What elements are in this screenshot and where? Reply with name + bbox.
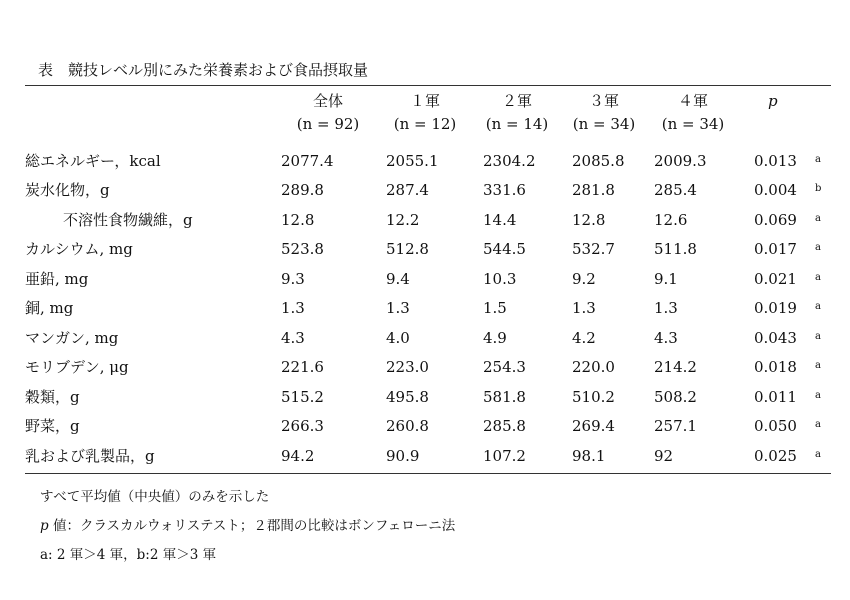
cell-group-2: 331.6 <box>483 181 526 199</box>
header-col-1-name: １軍 <box>409 92 440 110</box>
cell-group-2: 14.4 <box>483 211 517 229</box>
note-averages: すべて平均値（中央値）のみを示した <box>40 489 270 505</box>
cell-group-3: 510.2 <box>572 388 615 406</box>
table-top-rule <box>25 85 831 86</box>
cell-group-2: 581.8 <box>483 388 526 406</box>
header-col-4-n: (n = 34) <box>661 115 725 133</box>
table-bottom-rule <box>25 473 831 474</box>
cell-all: 266.3 <box>281 417 324 435</box>
cell-group-4: 4.3 <box>654 329 678 347</box>
note-statistics <box>40 514 455 534</box>
cell-all: 289.8 <box>281 181 324 199</box>
cell-superscript: a <box>815 419 821 430</box>
cell-group-1: 260.8 <box>386 417 429 435</box>
cell-group-3: 98.1 <box>572 447 606 465</box>
cell-p-value: 0.069 <box>754 211 797 229</box>
table-row <box>0 235 850 264</box>
cell-group-3: 532.7 <box>572 240 615 258</box>
cell-superscript: a <box>815 272 821 283</box>
cell-group-4: 214.2 <box>654 358 697 376</box>
cell-superscript: a <box>815 449 821 460</box>
cell-group-1: 287.4 <box>386 181 429 199</box>
row-label: 乳および乳製品，g <box>25 447 155 465</box>
row-label: 不溶性食物繊維，g <box>63 211 193 229</box>
cell-p-value: 0.025 <box>754 447 797 465</box>
note-p-symbol: p <box>40 518 49 534</box>
cell-group-1: 495.8 <box>386 388 429 406</box>
cell-group-2: 10.3 <box>483 270 517 288</box>
cell-all: 94.2 <box>281 447 315 465</box>
cell-superscript: b <box>815 183 822 194</box>
row-label: 野菜，g <box>25 417 80 435</box>
header-col-4 <box>660 90 726 136</box>
note-superscript-legend: a: 2 軍＞4 軍，b:2 軍＞3 軍 <box>40 547 217 563</box>
cell-group-4: 2009.3 <box>654 152 707 170</box>
cell-all: 515.2 <box>281 388 324 406</box>
table-row <box>0 353 850 382</box>
cell-p-value: 0.011 <box>754 388 797 406</box>
cell-p-value: 0.019 <box>754 299 797 317</box>
cell-all: 4.3 <box>281 329 305 347</box>
table-row <box>0 176 850 205</box>
header-col-4-name: ４軍 <box>677 92 708 110</box>
row-label: 銅, mg <box>25 299 74 317</box>
cell-all: 221.6 <box>281 358 324 376</box>
cell-group-4: 12.6 <box>654 211 688 229</box>
cell-group-2: 2304.2 <box>483 152 536 170</box>
table-row <box>0 324 850 353</box>
cell-superscript: a <box>815 154 821 165</box>
cell-group-3: 9.2 <box>572 270 596 288</box>
cell-all: 523.8 <box>281 240 324 258</box>
header-col-3-n: (n = 34) <box>572 115 636 133</box>
cell-group-2: 254.3 <box>483 358 526 376</box>
cell-group-2: 1.5 <box>483 299 507 317</box>
cell-group-3: 269.4 <box>572 417 615 435</box>
cell-group-4: 257.1 <box>654 417 697 435</box>
header-col-all-n: (n = 92) <box>296 115 360 133</box>
header-p-value: p <box>768 92 778 110</box>
cell-group-2: 285.8 <box>483 417 526 435</box>
cell-group-1: 223.0 <box>386 358 429 376</box>
table-row <box>0 265 850 294</box>
cell-p-value: 0.004 <box>754 181 797 199</box>
cell-group-4: 285.4 <box>654 181 697 199</box>
cell-superscript: a <box>815 301 821 312</box>
cell-all: 9.3 <box>281 270 305 288</box>
table-row <box>0 442 850 471</box>
header-col-1 <box>392 90 458 136</box>
table-row <box>0 383 850 412</box>
header-col-all <box>293 90 363 136</box>
row-label: 穀類，g <box>25 388 80 406</box>
note-statistics-text: 値：クラスカルウォリステスト；２郡間の比較はボンフェローニ法 <box>48 518 456 534</box>
cell-group-3: 4.2 <box>572 329 596 347</box>
table-row <box>0 147 850 176</box>
cell-group-1: 2055.1 <box>386 152 439 170</box>
cell-group-2: 544.5 <box>483 240 526 258</box>
table-row <box>0 412 850 441</box>
cell-p-value: 0.021 <box>754 270 797 288</box>
header-col-3-name: ３軍 <box>588 92 619 110</box>
cell-group-1: 4.0 <box>386 329 410 347</box>
row-label: 亜鉛, mg <box>25 270 89 288</box>
cell-group-3: 12.8 <box>572 211 606 229</box>
cell-superscript: a <box>815 213 821 224</box>
cell-group-3: 2085.8 <box>572 152 625 170</box>
cell-group-2: 107.2 <box>483 447 526 465</box>
cell-superscript: a <box>815 360 821 371</box>
cell-group-4: 1.3 <box>654 299 678 317</box>
table-row <box>0 294 850 323</box>
cell-p-value: 0.013 <box>754 152 797 170</box>
header-col-3 <box>571 90 637 136</box>
cell-all: 12.8 <box>281 211 315 229</box>
cell-p-value: 0.017 <box>754 240 797 258</box>
header-col-2 <box>484 90 550 136</box>
header-col-1-n: (n = 12) <box>393 115 457 133</box>
cell-superscript: a <box>815 242 821 253</box>
row-label: マンガン, mg <box>25 329 119 347</box>
cell-superscript: a <box>815 331 821 342</box>
cell-group-3: 1.3 <box>572 299 596 317</box>
table-row <box>0 206 850 235</box>
cell-group-3: 220.0 <box>572 358 615 376</box>
cell-p-value: 0.043 <box>754 329 797 347</box>
header-col-2-name: ２軍 <box>501 92 532 110</box>
table-title: 表 競技レベル別にみた栄養素および食品摂取量 <box>38 61 369 79</box>
header-col-all-name: 全体 <box>312 92 343 110</box>
cell-group-4: 9.1 <box>654 270 678 288</box>
cell-group-4: 511.8 <box>654 240 697 258</box>
cell-group-1: 1.3 <box>386 299 410 317</box>
cell-p-value: 0.018 <box>754 358 797 376</box>
cell-group-1: 12.2 <box>386 211 420 229</box>
cell-group-2: 4.9 <box>483 329 507 347</box>
row-label: 総エネルギー，kcal <box>25 152 161 170</box>
cell-group-1: 9.4 <box>386 270 410 288</box>
cell-all: 2077.4 <box>281 152 334 170</box>
cell-group-1: 90.9 <box>386 447 420 465</box>
cell-superscript: a <box>815 390 821 401</box>
row-label: モリブデン, μg <box>25 358 129 376</box>
row-label: 炭水化物，g <box>25 181 110 199</box>
cell-p-value: 0.050 <box>754 417 797 435</box>
cell-all: 1.3 <box>281 299 305 317</box>
cell-group-4: 508.2 <box>654 388 697 406</box>
header-col-2-n: (n = 14) <box>485 115 549 133</box>
cell-group-3: 281.8 <box>572 181 615 199</box>
cell-group-1: 512.8 <box>386 240 429 258</box>
row-label: カルシウム, mg <box>25 240 133 258</box>
cell-group-4: 92 <box>654 447 674 465</box>
